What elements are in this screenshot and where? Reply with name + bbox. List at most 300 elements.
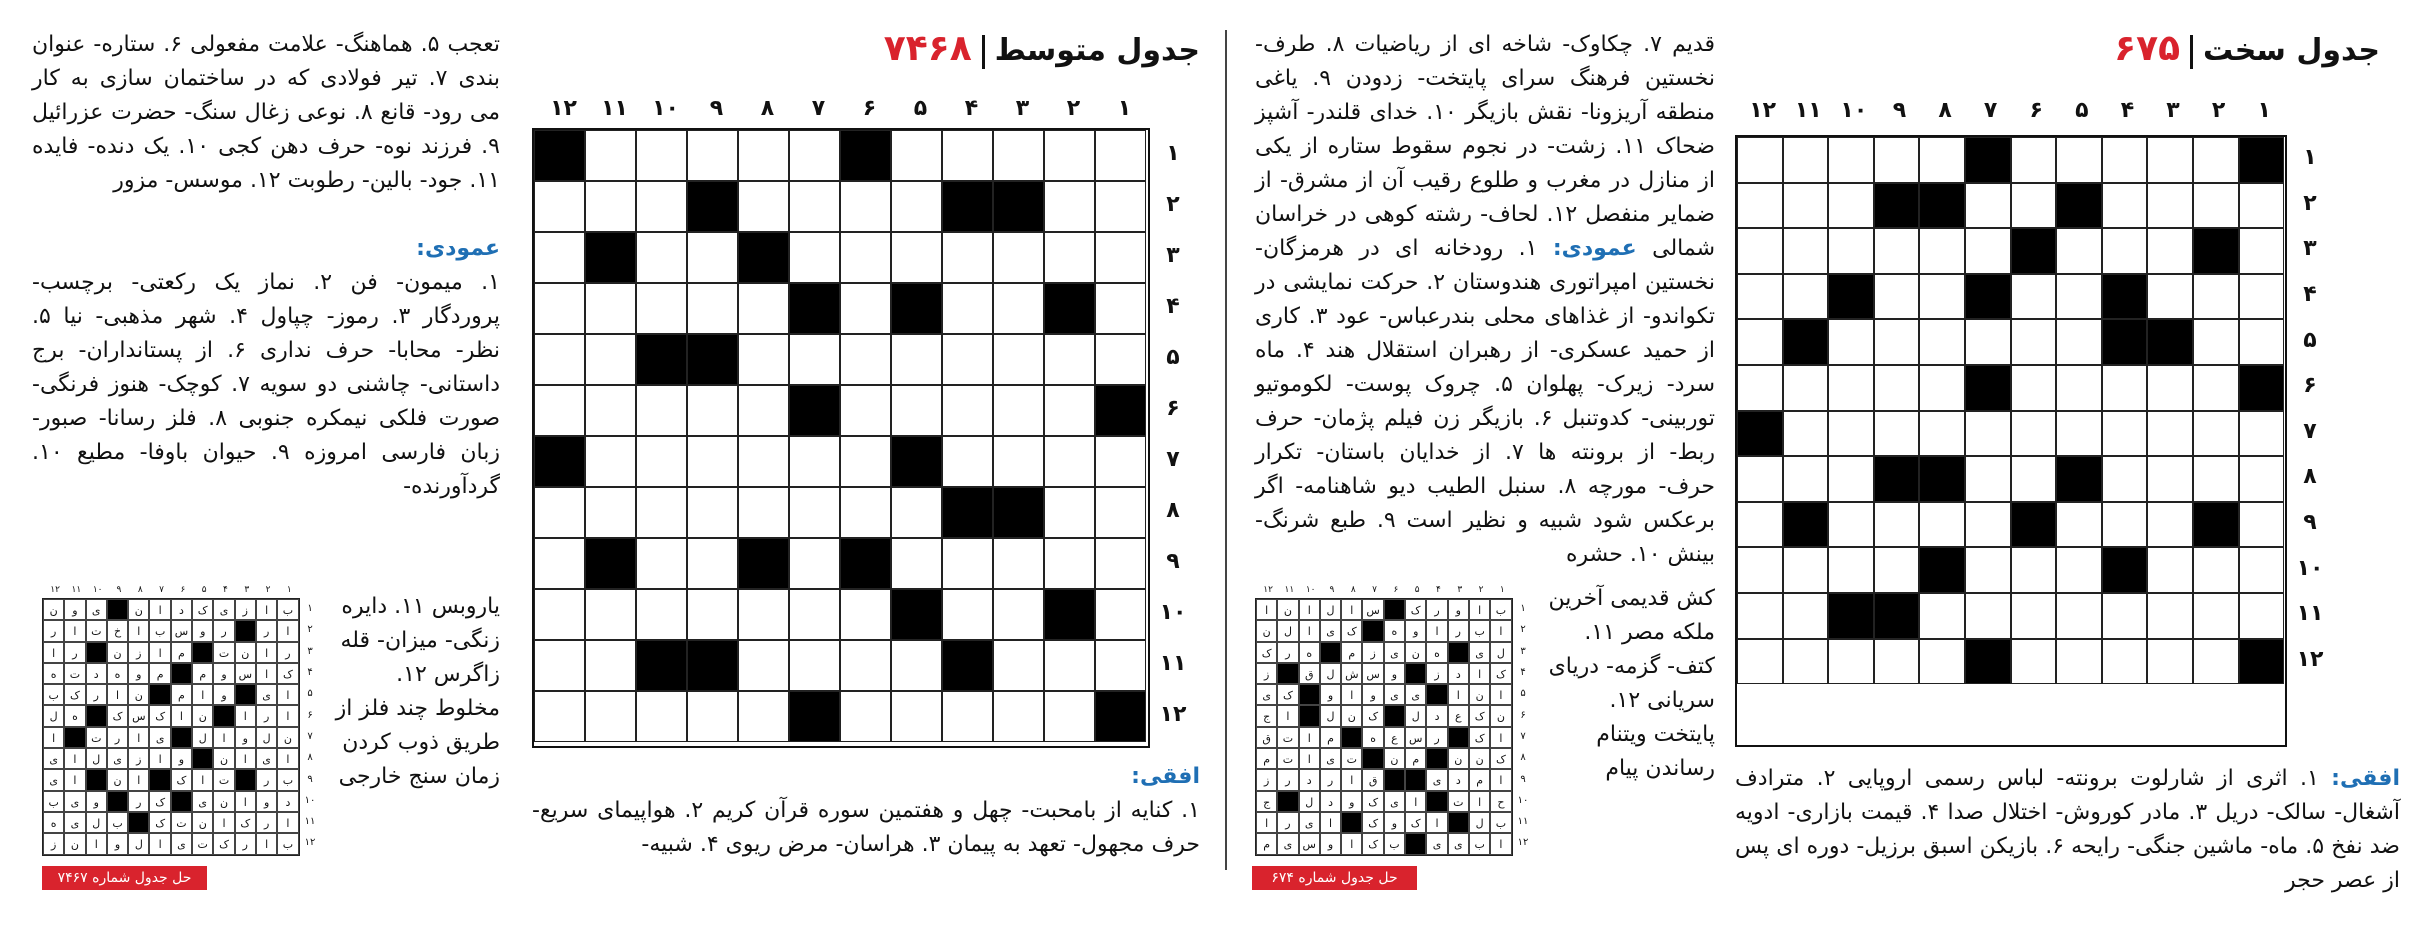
grid-cell[interactable] (534, 283, 585, 334)
row-number: ۵ (2303, 327, 2317, 353)
mini-column-number: ۴ (223, 585, 228, 595)
grid-cell[interactable] (993, 283, 1044, 334)
grid-cell[interactable] (1874, 365, 1920, 411)
grid-cell[interactable] (942, 232, 993, 283)
mini-cell: ک (1362, 791, 1383, 812)
grid-cell[interactable] (840, 640, 891, 691)
grid-cell[interactable] (738, 283, 789, 334)
mini-cell: ن (107, 642, 128, 663)
grid-cell[interactable] (1874, 274, 1920, 320)
grid-cell[interactable] (636, 589, 687, 640)
grid-cell[interactable] (840, 334, 891, 385)
grid-cell[interactable] (993, 538, 1044, 589)
grid-cell[interactable] (2193, 274, 2239, 320)
grid-cell[interactable] (1044, 334, 1095, 385)
grid-cell[interactable] (636, 385, 687, 436)
grid-cell[interactable] (1737, 547, 1783, 593)
mini-cell: د (1448, 663, 1469, 684)
grid-cell[interactable] (2011, 365, 2057, 411)
grid-cell[interactable] (1095, 589, 1146, 640)
grid-cell[interactable] (2239, 593, 2285, 639)
mini-cell: ک (1490, 748, 1511, 769)
grid-cell[interactable] (738, 589, 789, 640)
grid-cell[interactable] (993, 232, 1044, 283)
mini-cell: ا (1490, 620, 1511, 641)
grid-cell[interactable] (687, 130, 738, 181)
mini-grid-row (1256, 684, 1512, 705)
grid-cell[interactable] (2102, 228, 2148, 274)
mini-cell: ب (277, 599, 298, 620)
grid-cell[interactable] (738, 640, 789, 691)
grid-cell[interactable] (2193, 137, 2239, 183)
grid-cell[interactable] (1828, 639, 1874, 685)
grid-cell[interactable] (738, 181, 789, 232)
grid-cell[interactable] (2147, 456, 2193, 502)
mini-cell: د (1320, 791, 1341, 812)
grid-cell[interactable] (1737, 319, 1783, 365)
grid-cell[interactable] (993, 589, 1044, 640)
grid-cell[interactable] (2193, 319, 2239, 365)
grid-row (1737, 183, 2285, 229)
grid-cell[interactable] (2011, 639, 2057, 685)
grid-cell[interactable] (738, 691, 789, 742)
grid-cell[interactable] (1919, 274, 1965, 320)
grid-cell[interactable] (942, 691, 993, 742)
grid-cell[interactable] (1919, 319, 1965, 365)
grid-cell[interactable] (687, 691, 738, 742)
grid-cell[interactable] (1737, 183, 1783, 229)
grid-cell[interactable] (942, 436, 993, 487)
grid-cell[interactable] (789, 181, 840, 232)
grid-cell[interactable] (636, 232, 687, 283)
mini-cell-black (1405, 833, 1426, 854)
grid-cell[interactable] (1919, 639, 1965, 685)
grid-cell[interactable] (687, 385, 738, 436)
grid-cell[interactable] (942, 589, 993, 640)
grid-cell[interactable] (534, 640, 585, 691)
grid-cell[interactable] (1828, 502, 1874, 548)
grid-cell[interactable] (636, 283, 687, 334)
grid-cell[interactable] (2056, 319, 2102, 365)
mini-cell-black (1277, 663, 1298, 684)
grid-cell[interactable] (1095, 538, 1146, 589)
grid-cell[interactable] (840, 691, 891, 742)
grid-cell[interactable] (891, 334, 942, 385)
grid-cell[interactable] (2056, 547, 2102, 593)
grid-cell[interactable] (2102, 183, 2148, 229)
grid-cell[interactable] (2239, 411, 2285, 457)
mini-cell: ا (1405, 791, 1426, 812)
grid-cell[interactable] (1874, 547, 1920, 593)
mini-cell: ر (1426, 599, 1447, 620)
grid-cell[interactable] (2102, 593, 2148, 639)
grid-cell[interactable] (738, 436, 789, 487)
grid-cell[interactable] (585, 640, 636, 691)
mini-cell: ل (128, 833, 149, 854)
grid-cell[interactable] (840, 385, 891, 436)
grid-cell[interactable] (585, 181, 636, 232)
grid-cell[interactable] (1044, 436, 1095, 487)
grid-cell[interactable] (1044, 385, 1095, 436)
mini-grid-row (43, 705, 299, 726)
grid-cell[interactable] (1828, 183, 1874, 229)
grid-cell[interactable] (891, 130, 942, 181)
mini-cell: م (1320, 727, 1341, 748)
grid-cell[interactable] (2193, 183, 2239, 229)
mini-cell: و (1384, 812, 1405, 833)
hard-row-numbers (2290, 135, 2330, 747)
grid-cell[interactable] (2239, 228, 2285, 274)
grid-cell[interactable] (2056, 411, 2102, 457)
grid-cell[interactable] (2147, 411, 2193, 457)
grid-cell[interactable] (942, 334, 993, 385)
grid-cell[interactable] (2147, 274, 2193, 320)
grid-cell[interactable] (789, 130, 840, 181)
grid-cell[interactable] (1783, 411, 1829, 457)
grid-cell[interactable] (687, 538, 738, 589)
grid-cell[interactable] (1828, 228, 1874, 274)
grid-cell[interactable] (2193, 365, 2239, 411)
grid-cell[interactable] (1783, 365, 1829, 411)
grid-cell[interactable] (534, 181, 585, 232)
grid-cell[interactable] (534, 691, 585, 742)
grid-cell[interactable] (840, 436, 891, 487)
grid-cell[interactable] (738, 130, 789, 181)
grid-cell[interactable] (585, 487, 636, 538)
grid-cell[interactable] (1044, 130, 1095, 181)
grid-cell[interactable] (1965, 547, 2011, 593)
grid-cell[interactable] (2193, 593, 2239, 639)
grid-cell[interactable] (1737, 502, 1783, 548)
grid-cell[interactable] (942, 385, 993, 436)
mini-column-number: ۱۰ (1305, 585, 1316, 595)
grid-cell[interactable] (687, 283, 738, 334)
grid-cell[interactable] (1919, 411, 1965, 457)
grid-cell[interactable] (1783, 137, 1829, 183)
grid-cell[interactable] (1783, 456, 1829, 502)
mini-cell: ک (1362, 812, 1383, 833)
grid-cell[interactable] (1919, 502, 1965, 548)
grid-cell[interactable] (2056, 137, 2102, 183)
grid-cell[interactable] (2102, 137, 2148, 183)
grid-cell[interactable] (2147, 593, 2193, 639)
grid-cell[interactable] (1737, 274, 1783, 320)
grid-cell[interactable] (1828, 137, 1874, 183)
grid-cell[interactable] (1965, 456, 2011, 502)
grid-cell[interactable] (891, 640, 942, 691)
grid-cell[interactable] (1965, 183, 2011, 229)
grid-cell[interactable] (534, 385, 585, 436)
grid-cell[interactable] (1828, 456, 1874, 502)
grid-cell[interactable] (2011, 547, 2057, 593)
grid-cell[interactable] (2239, 456, 2285, 502)
grid-cell[interactable] (2147, 228, 2193, 274)
grid-cell[interactable] (789, 232, 840, 283)
grid-cell[interactable] (534, 589, 585, 640)
grid-cell[interactable] (891, 538, 942, 589)
mini-cell: ا (1256, 599, 1277, 620)
grid-cell[interactable] (993, 385, 1044, 436)
mini-cell-black (1426, 748, 1447, 769)
mini-cell: ا (213, 727, 234, 748)
grid-row (1737, 319, 2285, 365)
grid-cell[interactable] (2147, 365, 2193, 411)
grid-cell[interactable] (1965, 593, 2011, 639)
grid-cell[interactable] (840, 283, 891, 334)
grid-cell[interactable] (840, 589, 891, 640)
grid-cell[interactable] (585, 334, 636, 385)
grid-cell-black (534, 436, 585, 487)
grid-cell[interactable] (789, 436, 840, 487)
grid-cell[interactable] (1044, 181, 1095, 232)
grid-cell[interactable] (1965, 319, 2011, 365)
mini-column-number: ۷ (1372, 585, 1377, 595)
grid-cell[interactable] (1783, 639, 1829, 685)
mini-cell: ا (107, 684, 128, 705)
hard-continued-clues (1255, 28, 1715, 572)
grid-cell[interactable] (2056, 228, 2102, 274)
grid-cell[interactable] (738, 334, 789, 385)
grid-cell[interactable] (1737, 228, 1783, 274)
mini-cell: ا (86, 833, 107, 854)
grid-cell[interactable] (1874, 137, 1920, 183)
column-number: ۱ (1117, 96, 1132, 121)
grid-cell[interactable] (2147, 639, 2193, 685)
grid-cell[interactable] (636, 181, 687, 232)
title-separator (982, 35, 985, 69)
grid-cell[interactable] (2147, 183, 2193, 229)
grid-cell[interactable] (585, 385, 636, 436)
mini-cell: و (213, 684, 234, 705)
grid-cell[interactable] (891, 181, 942, 232)
grid-row (1737, 365, 2285, 411)
grid-cell[interactable] (2056, 593, 2102, 639)
mini-cell: م (1469, 769, 1490, 790)
grid-cell-black (687, 640, 738, 691)
grid-cell[interactable] (1737, 639, 1783, 685)
grid-cell-black (1783, 502, 1829, 548)
grid-cell[interactable] (2239, 547, 2285, 593)
grid-cell[interactable] (1095, 436, 1146, 487)
mini-cell: ا (235, 791, 256, 812)
grid-cell[interactable] (1095, 130, 1146, 181)
grid-cell[interactable] (1965, 411, 2011, 457)
grid-cell[interactable] (2193, 547, 2239, 593)
grid-cell[interactable] (1874, 228, 1920, 274)
grid-cell[interactable] (2056, 274, 2102, 320)
grid-cell[interactable] (993, 691, 1044, 742)
mini-cell: ا (1469, 663, 1490, 684)
grid-cell[interactable] (2102, 639, 2148, 685)
grid-cell[interactable] (942, 283, 993, 334)
grid-cell[interactable] (636, 487, 687, 538)
grid-cell[interactable] (891, 691, 942, 742)
grid-cell[interactable] (2239, 274, 2285, 320)
grid-cell[interactable] (1095, 232, 1146, 283)
grid-cell[interactable] (1095, 283, 1146, 334)
grid-cell[interactable] (789, 538, 840, 589)
medium-puzzle-number: ۷۴۶۸ (883, 28, 972, 69)
grid-cell[interactable] (2011, 137, 2057, 183)
grid-cell[interactable] (1737, 365, 1783, 411)
mini-cell: ه (43, 812, 64, 833)
grid-cell[interactable] (1044, 487, 1095, 538)
grid-cell[interactable] (1783, 183, 1829, 229)
grid-cell[interactable] (1965, 228, 2011, 274)
grid-cell[interactable] (1095, 181, 1146, 232)
mini-cell: ل (1490, 642, 1511, 663)
grid-cell[interactable] (2102, 365, 2148, 411)
grid-cell[interactable] (2011, 456, 2057, 502)
grid-cell[interactable] (993, 334, 1044, 385)
grid-cell[interactable] (534, 487, 585, 538)
grid-cell[interactable] (2239, 183, 2285, 229)
mini-grid-row (1256, 620, 1512, 641)
mini-row-number: ۱۲ (1517, 837, 1529, 849)
grid-cell[interactable] (1044, 538, 1095, 589)
grid-cell[interactable] (585, 436, 636, 487)
grid-cell[interactable] (585, 283, 636, 334)
grid-cell[interactable] (2147, 547, 2193, 593)
grid-cell[interactable] (2056, 365, 2102, 411)
grid-cell[interactable] (2147, 137, 2193, 183)
grid-cell[interactable] (636, 436, 687, 487)
mini-cell-black (1277, 791, 1298, 812)
grid-cell[interactable] (1783, 547, 1829, 593)
grid-cell[interactable] (2056, 502, 2102, 548)
medium-puzzle-title (883, 28, 1200, 69)
grid-cell[interactable] (789, 334, 840, 385)
grid-cell[interactable] (2193, 456, 2239, 502)
grid-cell[interactable] (1874, 319, 1920, 365)
grid-cell[interactable] (687, 232, 738, 283)
grid-cell[interactable] (2147, 502, 2193, 548)
grid-cell[interactable] (1828, 319, 1874, 365)
mini-grid-row (43, 727, 299, 748)
grid-cell[interactable] (687, 436, 738, 487)
grid-cell[interactable] (1828, 411, 1874, 457)
grid-cell[interactable] (2011, 593, 2057, 639)
grid-cell[interactable] (2011, 411, 2057, 457)
grid-cell[interactable] (840, 232, 891, 283)
grid-cell[interactable] (1044, 691, 1095, 742)
grid-cell[interactable] (1737, 137, 1783, 183)
grid-cell[interactable] (738, 385, 789, 436)
grid-cell-black (2239, 365, 2285, 411)
grid-cell[interactable] (1965, 502, 2011, 548)
mini-cell: ر (1277, 812, 1298, 833)
grid-cell[interactable] (1095, 334, 1146, 385)
grid-cell[interactable] (1095, 640, 1146, 691)
grid-cell[interactable] (585, 691, 636, 742)
grid-cell[interactable] (1783, 593, 1829, 639)
grid-cell[interactable] (942, 538, 993, 589)
grid-cell[interactable] (891, 385, 942, 436)
row-number: ۱ (2303, 145, 2317, 171)
grid-cell[interactable] (1044, 232, 1095, 283)
grid-cell[interactable] (1919, 365, 1965, 411)
grid-cell[interactable] (636, 691, 687, 742)
grid-cell[interactable] (1044, 640, 1095, 691)
grid-cell[interactable] (993, 436, 1044, 487)
mini-cell: ب (1490, 599, 1511, 620)
grid-cell[interactable] (789, 487, 840, 538)
grid-cell[interactable] (636, 130, 687, 181)
grid-cell[interactable] (1828, 547, 1874, 593)
grid-cell-black (1965, 639, 2011, 685)
grid-cell[interactable] (2011, 183, 2057, 229)
grid-cell[interactable] (738, 487, 789, 538)
grid-cell[interactable] (789, 589, 840, 640)
grid-cell[interactable] (840, 487, 891, 538)
grid-cell[interactable] (942, 130, 993, 181)
mini-column-number: ۱ (286, 585, 292, 595)
grid-cell[interactable] (2011, 274, 2057, 320)
grid-cell[interactable] (1737, 456, 1783, 502)
grid-cell[interactable] (2102, 411, 2148, 457)
column-number: ۱۱ (1794, 98, 1822, 123)
mini-cell: س (1362, 599, 1383, 620)
grid-cell[interactable] (636, 538, 687, 589)
grid-cell[interactable] (1919, 228, 1965, 274)
grid-cell[interactable] (534, 232, 585, 283)
grid-cell[interactable] (993, 640, 1044, 691)
grid-cell[interactable] (534, 334, 585, 385)
mini-cell: ا (1299, 748, 1320, 769)
grid-cell[interactable] (1919, 593, 1965, 639)
mini-column-number: ۱۲ (50, 585, 60, 595)
grid-cell[interactable] (2056, 639, 2102, 685)
mini-cell-black (1384, 599, 1405, 620)
grid-cell[interactable] (2102, 502, 2148, 548)
grid-cell[interactable] (2011, 319, 2057, 365)
grid-cell[interactable] (2102, 456, 2148, 502)
mini-cell: ا (1341, 833, 1362, 854)
grid-cell[interactable] (1874, 639, 1920, 685)
mini-cell: ی (64, 791, 85, 812)
grid-cell[interactable] (2193, 639, 2239, 685)
grid-cell[interactable] (891, 487, 942, 538)
grid-cell[interactable] (1828, 365, 1874, 411)
column-number: ۹ (1892, 98, 1907, 123)
grid-cell[interactable] (891, 232, 942, 283)
grid-row (1737, 547, 2285, 593)
grid-cell[interactable] (2193, 411, 2239, 457)
grid-cell[interactable] (1874, 411, 1920, 457)
grid-cell[interactable] (1783, 228, 1829, 274)
grid-cell[interactable] (840, 181, 891, 232)
grid-cell[interactable] (534, 538, 585, 589)
grid-cell[interactable] (1095, 487, 1146, 538)
grid-cell[interactable] (993, 130, 1044, 181)
grid-cell[interactable] (1919, 137, 1965, 183)
grid-cell[interactable] (585, 589, 636, 640)
mini-cell-black (192, 642, 213, 663)
grid-cell[interactable] (1737, 593, 1783, 639)
grid-cell[interactable] (789, 640, 840, 691)
mini-cell: س (128, 705, 149, 726)
grid-cell[interactable] (687, 487, 738, 538)
row-number: ۱۱ (1159, 651, 1187, 676)
grid-cell[interactable] (585, 130, 636, 181)
grid-cell[interactable] (2239, 319, 2285, 365)
mini-cell: ا (1341, 769, 1362, 790)
grid-cell[interactable] (1874, 502, 1920, 548)
grid-cell[interactable] (687, 589, 738, 640)
grid-cell[interactable] (2239, 502, 2285, 548)
grid-cell[interactable] (1783, 274, 1829, 320)
mini-cell: ز (1426, 663, 1447, 684)
